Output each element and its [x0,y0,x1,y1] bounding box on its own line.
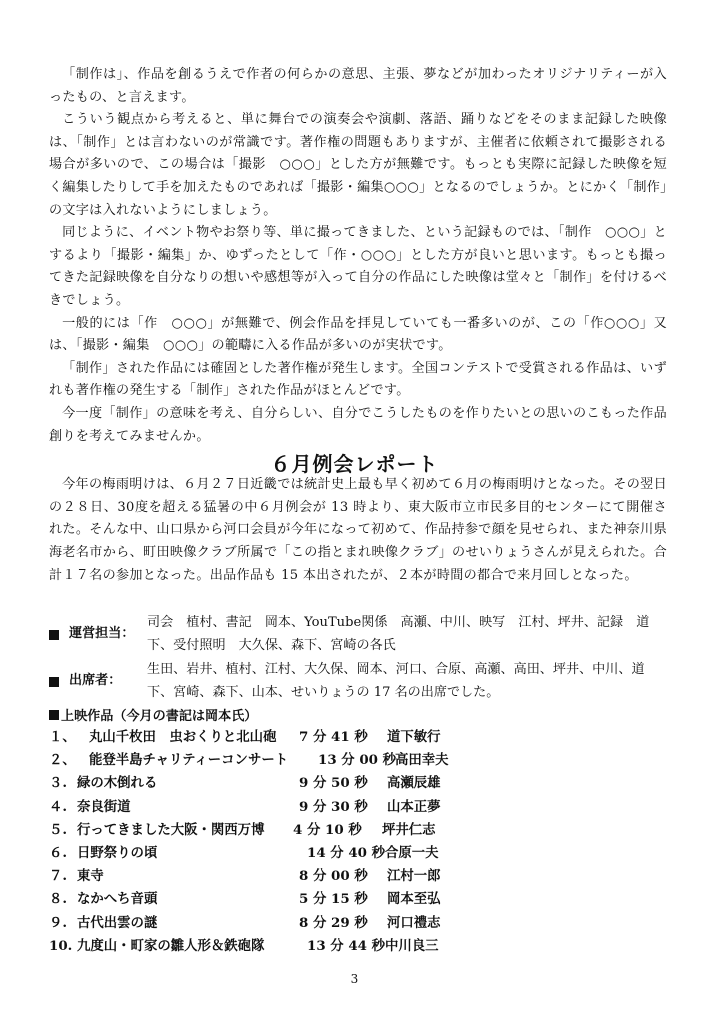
essay-paragraph: 「制作」された作品には確固とした著作権が発生します。全国コンテストで受賞される作品は、いずれも著作権の発生する「制作」された作品がほとんどです。 [49,360,667,399]
film-author: 道下敏行 [387,729,441,745]
film-title: なかへち音頭 [77,891,158,908]
page-number: 3 [350,972,359,986]
film-row [49,749,649,772]
film-row [49,796,649,819]
film-number: ５. [49,821,68,838]
films-heading-label: 上映作品（今月の書記は岡本氏） [61,709,258,724]
film-number: ９. [49,914,68,931]
role-label: 運営担当： [69,626,135,642]
essay-paragraph: 一般的には「作 ○○○」が無難で、例会作品を拝見していても一番多いのが、この「作○○○」又は、「撮影・編集 ○○○」の範疇に入る作品が多いのが実状です。 [49,315,667,354]
essay-section [49,64,667,448]
role-text: 司会 植村、書記 岡本、YouTube関係 高瀬、中川、映写 江村、坪井、記録 道下、受付照明 大久保、森下、宮崎の各氏 [147,615,650,653]
film-duration: 8 分 00 秒 [299,868,368,885]
film-row [49,935,649,958]
square-bullet-icon [49,710,59,720]
film-duration: 13 分 44 秒 [307,937,386,954]
film-duration: 9 分 30 秒 [299,798,368,815]
film-row [49,888,649,911]
role-row-attendees [49,659,669,704]
report-section [49,474,667,588]
film-duration: 13 分 00 秒 [318,752,397,769]
film-title: 能登半島チャリティーコンサート [89,752,289,769]
film-number: ７. [49,868,68,885]
film-number: １、 [49,729,76,745]
film-number: ３. [49,775,68,792]
film-author: 岡本至弘 [387,891,441,908]
films-heading [49,705,257,724]
film-author: 中川良三 [385,937,439,954]
film-author: 坪井仁志 [382,821,436,838]
film-row [49,912,649,935]
film-number: ８. [49,891,68,908]
film-author: 山本正夢 [387,798,441,815]
film-duration: 5 分 15 秒 [299,891,368,908]
film-title: 九度山・町家の雛人形＆鉄砲隊 [77,937,265,954]
report-title: ６月例会レポート [270,452,439,476]
role-label: 出席者： [69,673,122,689]
film-author: 高瀬辰雄 [387,775,441,792]
role-text: 生田、岩井、植村、江村、大久保、岡本、河口、合原、高瀬、高田、坪井、中川、道下、宮崎、森下、山本、せいりょうの 17 名の出席でした。 [147,662,645,700]
film-number: ２、 [49,752,76,769]
film-duration: 8 分 29 秒 [299,914,368,931]
film-title: 緑の木倒れる [77,775,158,792]
square-bullet-icon [49,630,59,640]
film-title: 行ってきました大阪・関西万博 [77,821,265,838]
film-author: 高田幸夫 [395,752,449,769]
film-row [49,819,649,842]
film-title: 丸山千枚田 虫おくりと北山砲 [89,729,277,745]
film-row [49,842,649,865]
essay-paragraph: 「制作は」、作品を創るうえで作者の何らかの意思、主張、夢などが加わったオリジナリティーが入ったもの、と言えます。 [49,67,667,105]
film-title: 奈良街道 [77,798,131,815]
film-author: 江村一郎 [387,868,441,885]
film-number: ４. [49,798,68,815]
film-title: 東寺 [77,868,104,885]
film-title: 古代出雲の謎 [77,914,158,931]
square-bullet-icon [49,677,59,687]
film-row [49,772,649,795]
film-author: 合原一夫 [385,844,439,861]
film-row [49,865,649,888]
role-row-staff [49,612,669,657]
report-body: 今年の梅雨明けは、６月２７日近畿では統計史上最も早く初めて６月の梅雨明けとなった。その翌日の２８日、30度を超える猛暑の中６月例会が 13 時より、東大阪市立市民多目的センターにて開催された。そんな中、山口県から河口会員が今年になって初めて、作品持参で顔を見せられ、また神奈川県海老名市から、町田映像クラブ所属で「この指とまれ映像クラブ」のせいりょうさんが見えられた。合計１７名の参加となった。出品作品も 15 本出されたが、２本が時間の都合で来月回しとなった。 [49,477,667,583]
film-duration: 7 分 41 秒 [299,729,368,745]
film-duration: 4 分 10 秒 [293,821,362,838]
film-duration: 9 分 50 秒 [299,775,368,792]
film-title: 日野祭りの頃 [77,844,158,861]
film-duration: 14 分 40 秒 [307,844,386,861]
essay-paragraph: こういう観点から考えると、単に舞台での演奏会や演劇、落語、踊りなどをそのまま記録した映像は、「制作」とは言わないのが常識です。著作権の問題もありますが、主催者に依頼されて撮影される場合が多いので、この場合は「撮影 ○○○」とした方が無難です。もっとも実際に記録した映像を短く編集したりして手を加えたものであれば「撮影・編集○○○」となるのでしょうか。とにかく「制作」の文字は入れないようにしましょう。 [49,112,667,218]
film-author: 河口禮志 [387,914,441,931]
film-row [49,726,649,749]
films-list [49,726,649,958]
film-number: ６. [49,844,68,861]
roles-list [49,612,669,706]
essay-paragraph: 今一度「制作」の意味を考え、自分らしい、自分でこうしたものを作りたいとの思いのこもった作品創りを考えてみませんか。 [49,405,667,444]
essay-paragraph: 同じように、イベント物やお祭り等、単に撮ってきました、という記録ものでは、「制作 ○○○」とするより「撮影・編集」か、ゆずったとして「作・○○○」とした方が良いと思います。もっとも撮ってきた記録映像を自分なりの想いや感想等が入って自分の作品にした映像は堂々と「制作」を付けるべきでしょう。 [49,225,667,308]
film-number: 10. [49,937,73,954]
